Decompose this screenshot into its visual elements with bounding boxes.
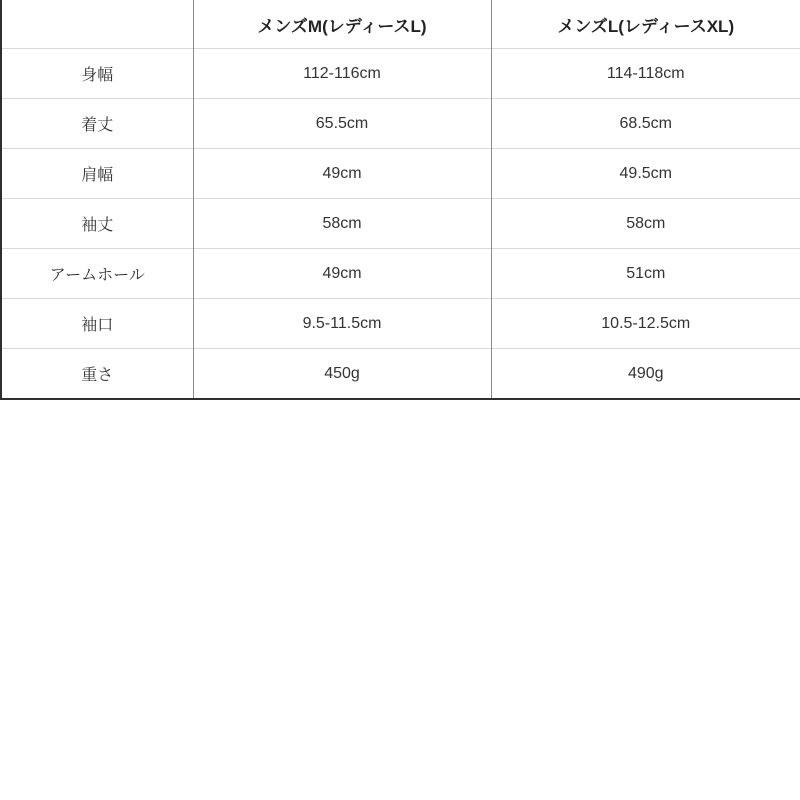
header-mens-l-cell: メンズL(レディースXL) <box>491 0 800 49</box>
table-row-sleeve-length <box>1 199 800 249</box>
value-mens-l: 10.5-12.5cm <box>491 299 800 349</box>
value-mens-m: 49cm <box>193 149 491 199</box>
row-label: 肩幅 <box>1 149 193 199</box>
row-label: 袖口 <box>1 299 193 349</box>
row-label: アームホール <box>1 249 193 299</box>
header-mens-m-cell: メンズM(レディースL) <box>193 0 491 49</box>
table-row-shoulder-width <box>1 149 800 199</box>
row-label: 袖丈 <box>1 199 193 249</box>
value-mens-l: 49.5cm <box>491 149 800 199</box>
value-mens-l: 51cm <box>491 249 800 299</box>
table-row-body-width <box>1 49 800 99</box>
size-chart-header-row <box>1 0 800 49</box>
row-label: 着丈 <box>1 99 193 149</box>
value-mens-l: 68.5cm <box>491 99 800 149</box>
table-row-cuff <box>1 299 800 349</box>
table-row-armhole <box>1 249 800 299</box>
header-blank-cell <box>1 0 193 49</box>
row-label: 重さ <box>1 349 193 400</box>
row-label: 身幅 <box>1 49 193 99</box>
value-mens-l: 58cm <box>491 199 800 249</box>
value-mens-m: 58cm <box>193 199 491 249</box>
table-row-length <box>1 99 800 149</box>
table-row-weight <box>1 349 800 400</box>
value-mens-l: 114-118cm <box>491 49 800 99</box>
value-mens-m: 65.5cm <box>193 99 491 149</box>
value-mens-m: 112-116cm <box>193 49 491 99</box>
value-mens-m: 9.5-11.5cm <box>193 299 491 349</box>
value-mens-m: 49cm <box>193 249 491 299</box>
value-mens-m: 450g <box>193 349 491 400</box>
value-mens-l: 490g <box>491 349 800 400</box>
